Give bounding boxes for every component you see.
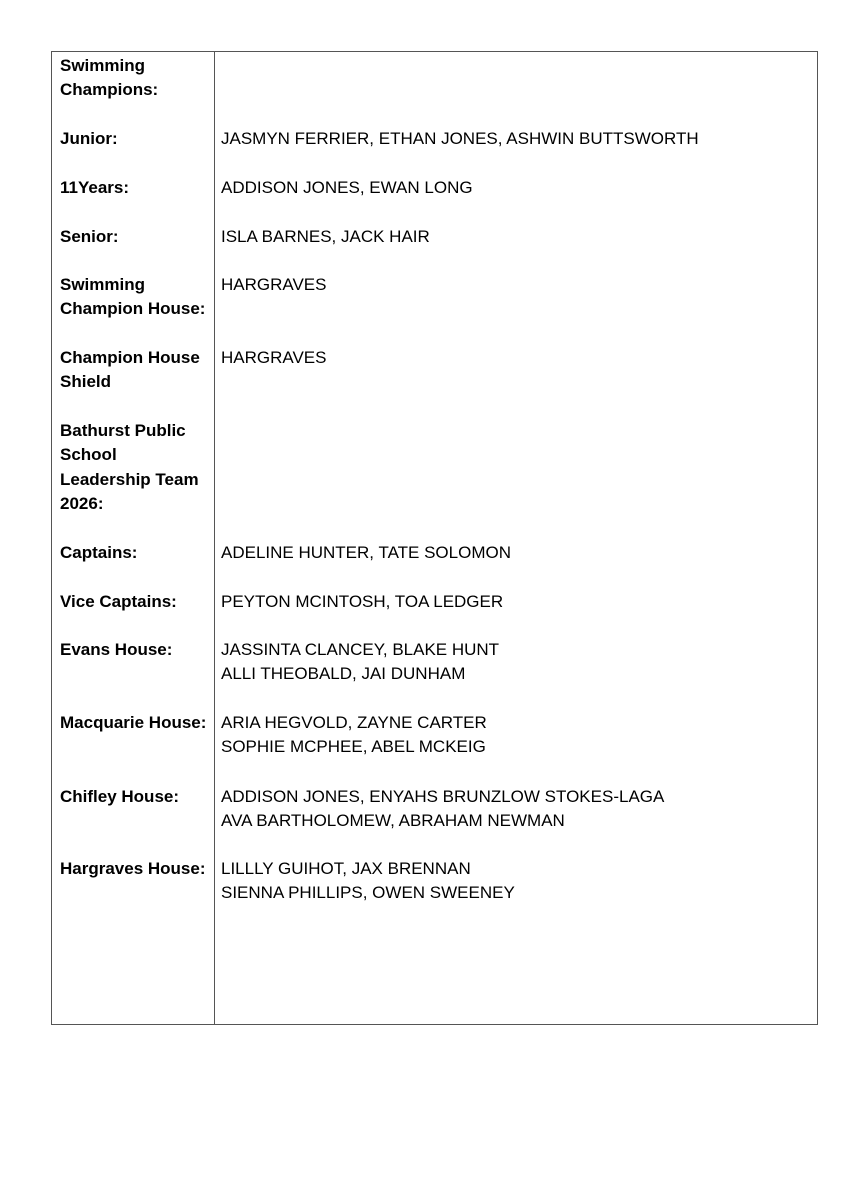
label-chifley-house: Chifley House: bbox=[60, 787, 180, 806]
value-champion-house-shield bbox=[221, 346, 327, 370]
label-senior: Senior: bbox=[60, 227, 119, 246]
value-junior bbox=[221, 127, 699, 151]
label-11-years: 11Years: bbox=[60, 178, 130, 197]
value-line: ADDISON JONES, EWAN LONG bbox=[221, 178, 473, 197]
value-line: SIENNA PHILLIPS, OWEN SWEENEY bbox=[221, 883, 515, 903]
value-line: ARIA HEGVOLD, ZAYNE CARTER bbox=[221, 713, 487, 732]
value-captains bbox=[221, 541, 511, 565]
value-macquarie-house bbox=[221, 711, 487, 760]
label-macquarie-house: Macquarie House: bbox=[60, 713, 207, 732]
value-line: AVA BARTHOLOMEW, ABRAHAM NEWMAN bbox=[221, 811, 565, 831]
label-swimming-champion-house: Swimming Champion House: bbox=[60, 275, 206, 319]
label-champion-house-shield: Champion House Shield bbox=[60, 348, 200, 392]
results-table bbox=[51, 51, 818, 1025]
value-line: LILLLY GUIHOT, JAX BRENNAN bbox=[221, 859, 471, 878]
label-column bbox=[52, 52, 215, 1024]
value-line: PEYTON MCINTOSH, TOA LEDGER bbox=[221, 592, 504, 611]
label-leadership-team: Bathurst Public School Leadership Team 2026: bbox=[60, 421, 199, 514]
label-vice-captains: Vice Captains: bbox=[60, 592, 177, 611]
label-evans-house: Evans House: bbox=[60, 640, 173, 659]
value-hargraves-house bbox=[221, 857, 515, 906]
value-senior bbox=[221, 225, 430, 249]
value-line: JASMYN FERRIER, ETHAN JONES, ASHWIN BUTTSWORTH bbox=[221, 129, 699, 148]
value-line: JASSINTA CLANCEY, BLAKE HUNT bbox=[221, 640, 500, 659]
value-chifley-house bbox=[221, 785, 664, 834]
value-line: ADELINE HUNTER, TATE SOLOMON bbox=[221, 543, 511, 562]
value-line: ADDISON JONES, ENYAHS BRUNZLOW STOKES-LAGA bbox=[221, 787, 665, 806]
value-line: SOPHIE MCPHEE, ABEL MCKEIG bbox=[221, 737, 486, 757]
value-vice-captains bbox=[221, 590, 503, 614]
value-column bbox=[215, 52, 817, 1024]
value-swimming-champion-house bbox=[221, 273, 327, 297]
value-line: HARGRAVES bbox=[221, 275, 327, 294]
value-evans-house bbox=[221, 638, 499, 687]
value-line: HARGRAVES bbox=[221, 348, 327, 367]
label-swimming-champions: Swimming Champions: bbox=[60, 56, 159, 100]
value-11-years bbox=[221, 176, 473, 200]
label-junior: Junior: bbox=[60, 129, 118, 148]
value-line: ALLI THEOBALD, JAI DUNHAM bbox=[221, 664, 466, 684]
value-line: ISLA BARNES, JACK HAIR bbox=[221, 227, 430, 246]
label-hargraves-house: Hargraves House: bbox=[60, 859, 206, 878]
label-captains: Captains: bbox=[60, 543, 138, 562]
